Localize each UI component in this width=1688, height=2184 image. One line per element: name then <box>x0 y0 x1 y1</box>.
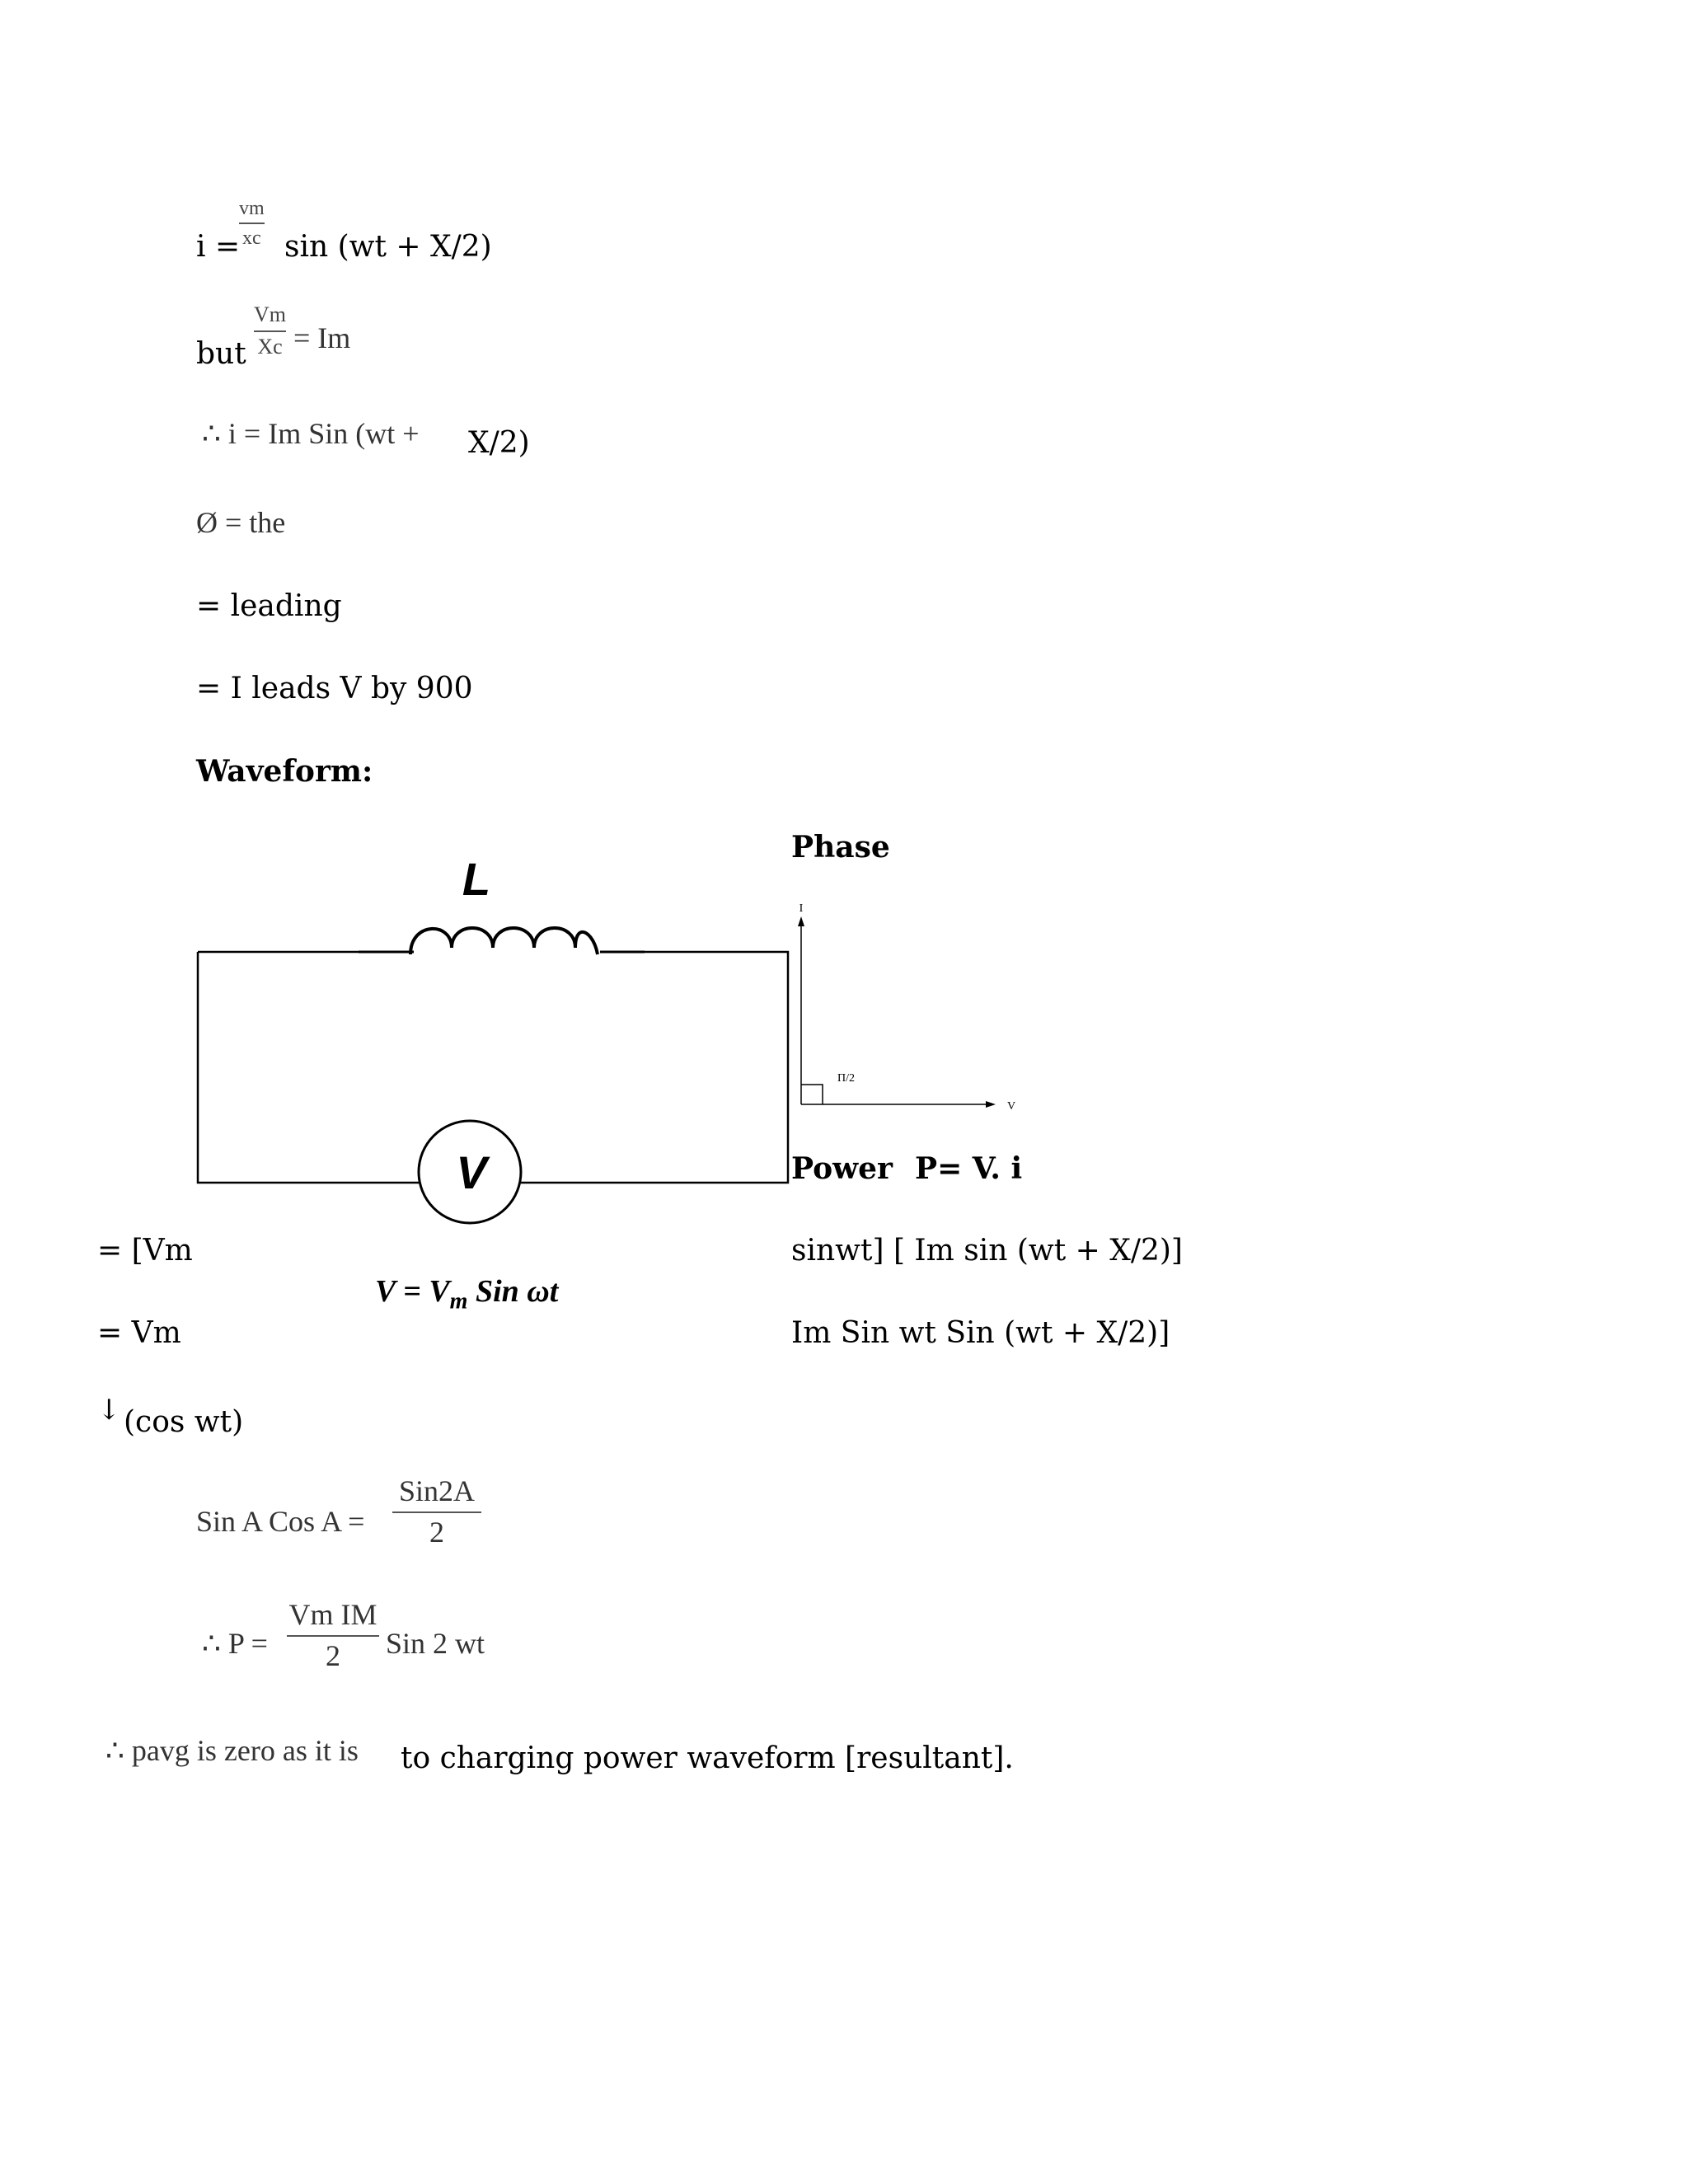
source-label: V <box>456 1146 487 1198</box>
eq1-fraction <box>239 198 265 250</box>
p-eq-rhs: Sin 2 wt <box>386 1627 485 1660</box>
inductor-coil <box>410 928 598 954</box>
fraction-bar <box>254 330 286 332</box>
row2-right: Im Sin wt Sin (wt + X/2)] <box>791 1316 1170 1350</box>
fraction-bar <box>287 1635 379 1637</box>
eq3-rhs: X/2) <box>468 426 530 460</box>
fraction-bar <box>392 1511 481 1513</box>
p-eq-denominator: 2 <box>326 1638 340 1672</box>
waveform-heading: Waveform: <box>196 754 373 789</box>
phi-line: Ø = the <box>196 506 286 539</box>
eq1-rhs: sin (wt + X/2) <box>284 230 492 264</box>
fraction-bar <box>239 223 265 224</box>
current-arrowhead <box>798 916 804 926</box>
row2-left: = Vm <box>97 1316 181 1350</box>
p-eq-numerator: Vm IM <box>288 1598 377 1631</box>
eq2-rhs: = Im <box>293 321 351 354</box>
circuit-eq-v: V = V <box>375 1274 450 1309</box>
row1-left: = [Vm <box>97 1234 193 1268</box>
circuit-equation <box>375 1276 558 1314</box>
voltage-arrowhead <box>986 1101 996 1108</box>
identity-denominator: 2 <box>429 1515 444 1549</box>
down-arrow-icon: ↓ <box>97 1394 121 1427</box>
final-left: ∴ pavg is zero as it is <box>106 1734 359 1767</box>
leading-line: = leading <box>196 589 342 623</box>
eq1-denominator: xc <box>242 227 261 250</box>
final-right: to charging power waveform [resultant]. <box>401 1741 1014 1775</box>
eq2-lhs: but <box>196 337 246 371</box>
inductor-label: L <box>462 857 491 905</box>
eq3-lhs: ∴ i = Im Sin (wt + <box>202 417 420 450</box>
identity-numerator: Sin2A <box>398 1474 476 1507</box>
identity-fraction <box>392 1475 481 1549</box>
leads-line: = I leads V by 900 <box>196 672 473 705</box>
eq1-lhs: i = <box>196 230 241 264</box>
right-angle-mark <box>801 1085 823 1104</box>
phase-heading: Phase <box>791 830 890 865</box>
row1-right: sinwt] [ Im sin (wt + X/2)] <box>791 1234 1183 1268</box>
identity-lhs: Sin A Cos A = <box>196 1505 365 1538</box>
circuit-wire <box>198 952 788 1183</box>
cos-line: (cos wt) <box>124 1405 244 1439</box>
p-eq-fraction <box>287 1599 379 1672</box>
phasor-angle-label: Π/2 <box>837 1072 855 1085</box>
circuit-eq-subscript: m <box>449 1288 468 1315</box>
power-equation: P= V. i <box>915 1151 1023 1186</box>
circuit-eq-rest: Sin ωt <box>467 1274 559 1309</box>
circuit-diagram <box>190 857 799 1269</box>
eq2-fraction <box>254 303 286 359</box>
eq2-denominator: Xc <box>257 334 283 359</box>
p-eq-lhs: ∴ P = <box>202 1627 268 1660</box>
eq2-numerator: Vm <box>254 302 286 326</box>
phasor-i-label: I <box>799 902 804 915</box>
eq1-numerator: vm <box>239 198 265 219</box>
power-label: Power <box>791 1151 893 1186</box>
phasor-diagram <box>791 898 1039 1113</box>
phasor-v-label: V <box>1007 1100 1016 1113</box>
